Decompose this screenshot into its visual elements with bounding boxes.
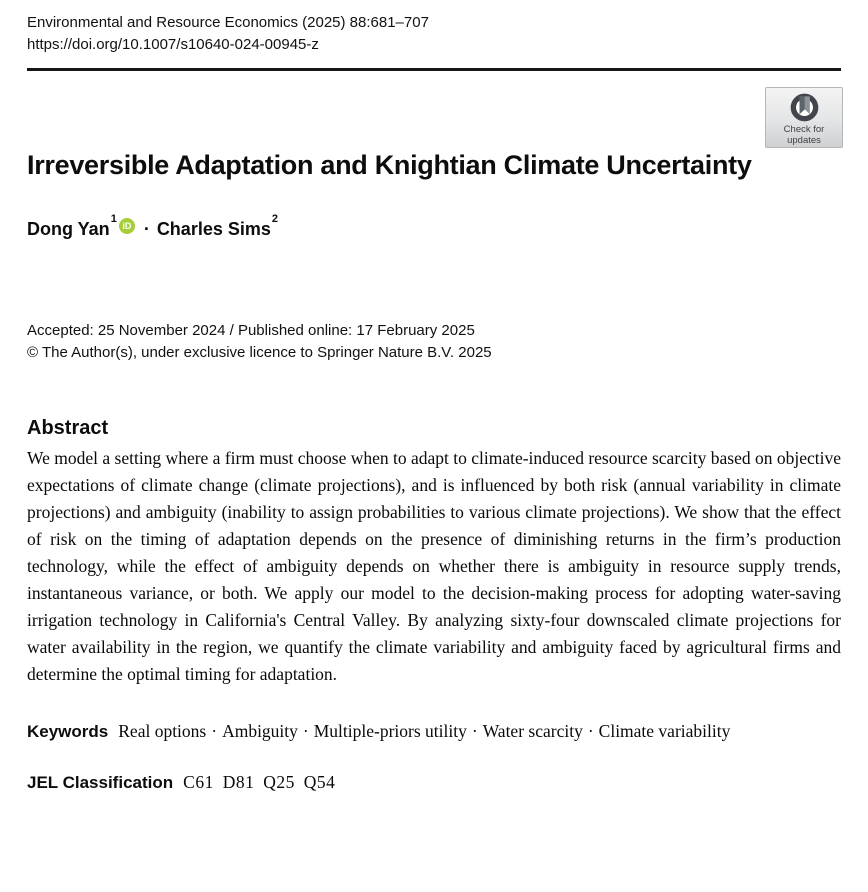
keyword: Water scarcity	[482, 721, 583, 741]
header-divider	[27, 68, 841, 71]
jel-codes: C61 D81 Q25 Q54	[183, 772, 336, 792]
jel-label: JEL Classification	[27, 773, 174, 792]
journal-citation: Environmental and Resource Economics (2025) 88:681–707	[27, 14, 429, 31]
check-for-updates-label: Check for updates	[783, 124, 825, 146]
page-title: Irreversible Adaptation and Knightian Climate Uncertainty	[27, 150, 752, 180]
keyword: Real options	[118, 721, 207, 741]
affiliation-superscript: 1	[110, 213, 117, 225]
affiliation-superscript: 2	[271, 213, 278, 225]
author-name: Dong Yan$^1$	[27, 213, 117, 239]
accepted-published-line: Accepted: 25 November 2024 / Published online: 17 February 2025	[27, 322, 475, 339]
keyword-separator: ·	[587, 721, 594, 741]
author-separator: ·	[143, 219, 150, 239]
keyword: Climate variability	[598, 721, 731, 741]
keywords-label: Keywords	[27, 722, 109, 741]
publication-dates	[27, 320, 841, 364]
keyword-separator: ·	[471, 721, 478, 741]
keywords-line	[27, 718, 841, 745]
copyright-line: © The Author(s), under exclusive licence to Springer Nature B.V. 2025	[27, 344, 492, 361]
keyword: Multiple-priors utility	[313, 721, 467, 741]
keyword-separator: ·	[302, 721, 309, 741]
check-for-updates-button[interactable]	[765, 87, 843, 148]
abstract-heading: Abstract	[27, 417, 109, 439]
authors-line	[27, 213, 841, 240]
abstract-text: We model a setting where a firm must choose when to adapt to climate-induced resource scarcity based on objective expectations of climate change (climate projections), and is influenced by both risk (annual variability in climate projections) and ambiguity (inability to assign probabilities to various climate projections). We show that the effect of risk on the timing of adaptation depends on the presence of diminishing returns in the firm’s production technology, while the effect of ambiguity depends on whether there is ambiguity in resource supply trends, instantaneous variance, or both. We apply our model to the decision-making process for adopting water-saving irrigation technology in California's Central Valley. By analyzing sixty-four downscaled climate projections for water availability in the region, we quantify the climate variability and ambiguity faced by agricultural firms and determine the optimal timing for adaptation.	[27, 448, 841, 684]
author-name: Charles Sims$^2$	[156, 213, 278, 239]
keyword: Ambiguity	[222, 721, 298, 741]
orcid-icon[interactable]: iD	[119, 218, 135, 234]
keyword-separator: ·	[211, 721, 218, 741]
jel-classification-line	[27, 772, 841, 793]
doi-link[interactable]: https://doi.org/10.1007/s10640-024-00945-z	[27, 36, 319, 53]
crossmark-icon	[788, 91, 821, 124]
journal-header	[27, 0, 841, 56]
